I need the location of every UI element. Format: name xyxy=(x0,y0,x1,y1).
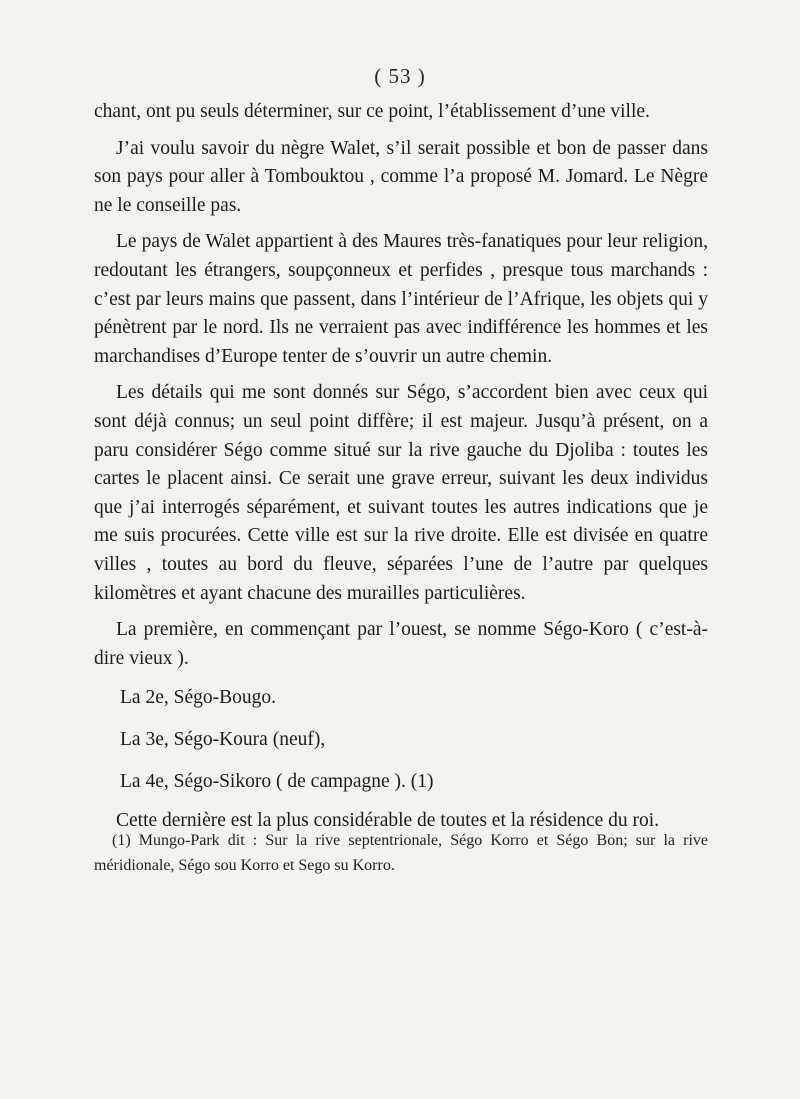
list-item: La 4e, Ségo-Sikoro ( de campagne ). (1) xyxy=(120,771,434,793)
paragraph-continuation: chant, ont pu seuls déterminer, sur ce point, l’établissement d’une ville. xyxy=(94,101,650,122)
paragraph-sego-details: Les détails qui me sont donnés sur Ségo, s’accordent bien avec ceux qui sont déjà connus; un seul point diffère; il est majeur. Jusqu’à présent, on a paru considérer Ségo comme situé sur la rive gauche du Djoliba : toutes les cartes le placent ainsi. Ce serait une grave erreur, suivant les deux individus que j’ai interrogés séparément, et suivant toutes les autres indications que je me suis procurées. Cette ville est sur la rive droite. Elle est divisée en quatre villes , toutes au bord du fleuve, séparées l’une de l’autre par quelques kilomètres et ayant chacune des murailles particulières. xyxy=(94,382,708,604)
paragraph-walet-country: Le pays de Walet appartient à des Maures très-fanatiques pour leur religion, redoutant les étrangers, soupçonneux et perfides , presque tous marchands : c’est par leurs mains que passent, dans l’intérieur de l’Afrique, les objets qui y pénètrent par le nord. Ils ne verraient pas avec indifférence les hommes et les marchandises d’Europe tenter de s’ouvrir un autre chemin. xyxy=(94,231,708,367)
list-item: La 2e, Ségo-Bougo. xyxy=(120,687,276,709)
paragraph-sego-koro: La première, en commençant par l’ouest, se nomme Ségo-Koro ( c’est-à-dire vieux ). xyxy=(94,619,708,669)
main-text xyxy=(94,98,708,844)
paragraph-closing: Cette dernière est la plus considérable de toutes et la résidence du roi. xyxy=(116,810,660,832)
sego-villes-list xyxy=(94,681,708,799)
page-number: ( 53 ) xyxy=(374,64,426,88)
list-item: La 3e, Ségo-Koura (neuf), xyxy=(120,729,326,751)
footnote xyxy=(94,828,708,878)
footnote-text: (1) Mungo-Park dit : Sur la rive septentrionale, Ségo Korro et Ségo Bon; sur la rive méridionale, Ségo sou Korro et Sego su Korro. xyxy=(94,832,708,874)
paragraph-walet-question: J’ai voulu savoir du nègre Walet, s’il serait possible et bon de passer dans son pays pour aller à Tombouktou , comme l’a proposé M. Jomard. Le Nègre ne le conseille pas. xyxy=(94,137,708,216)
